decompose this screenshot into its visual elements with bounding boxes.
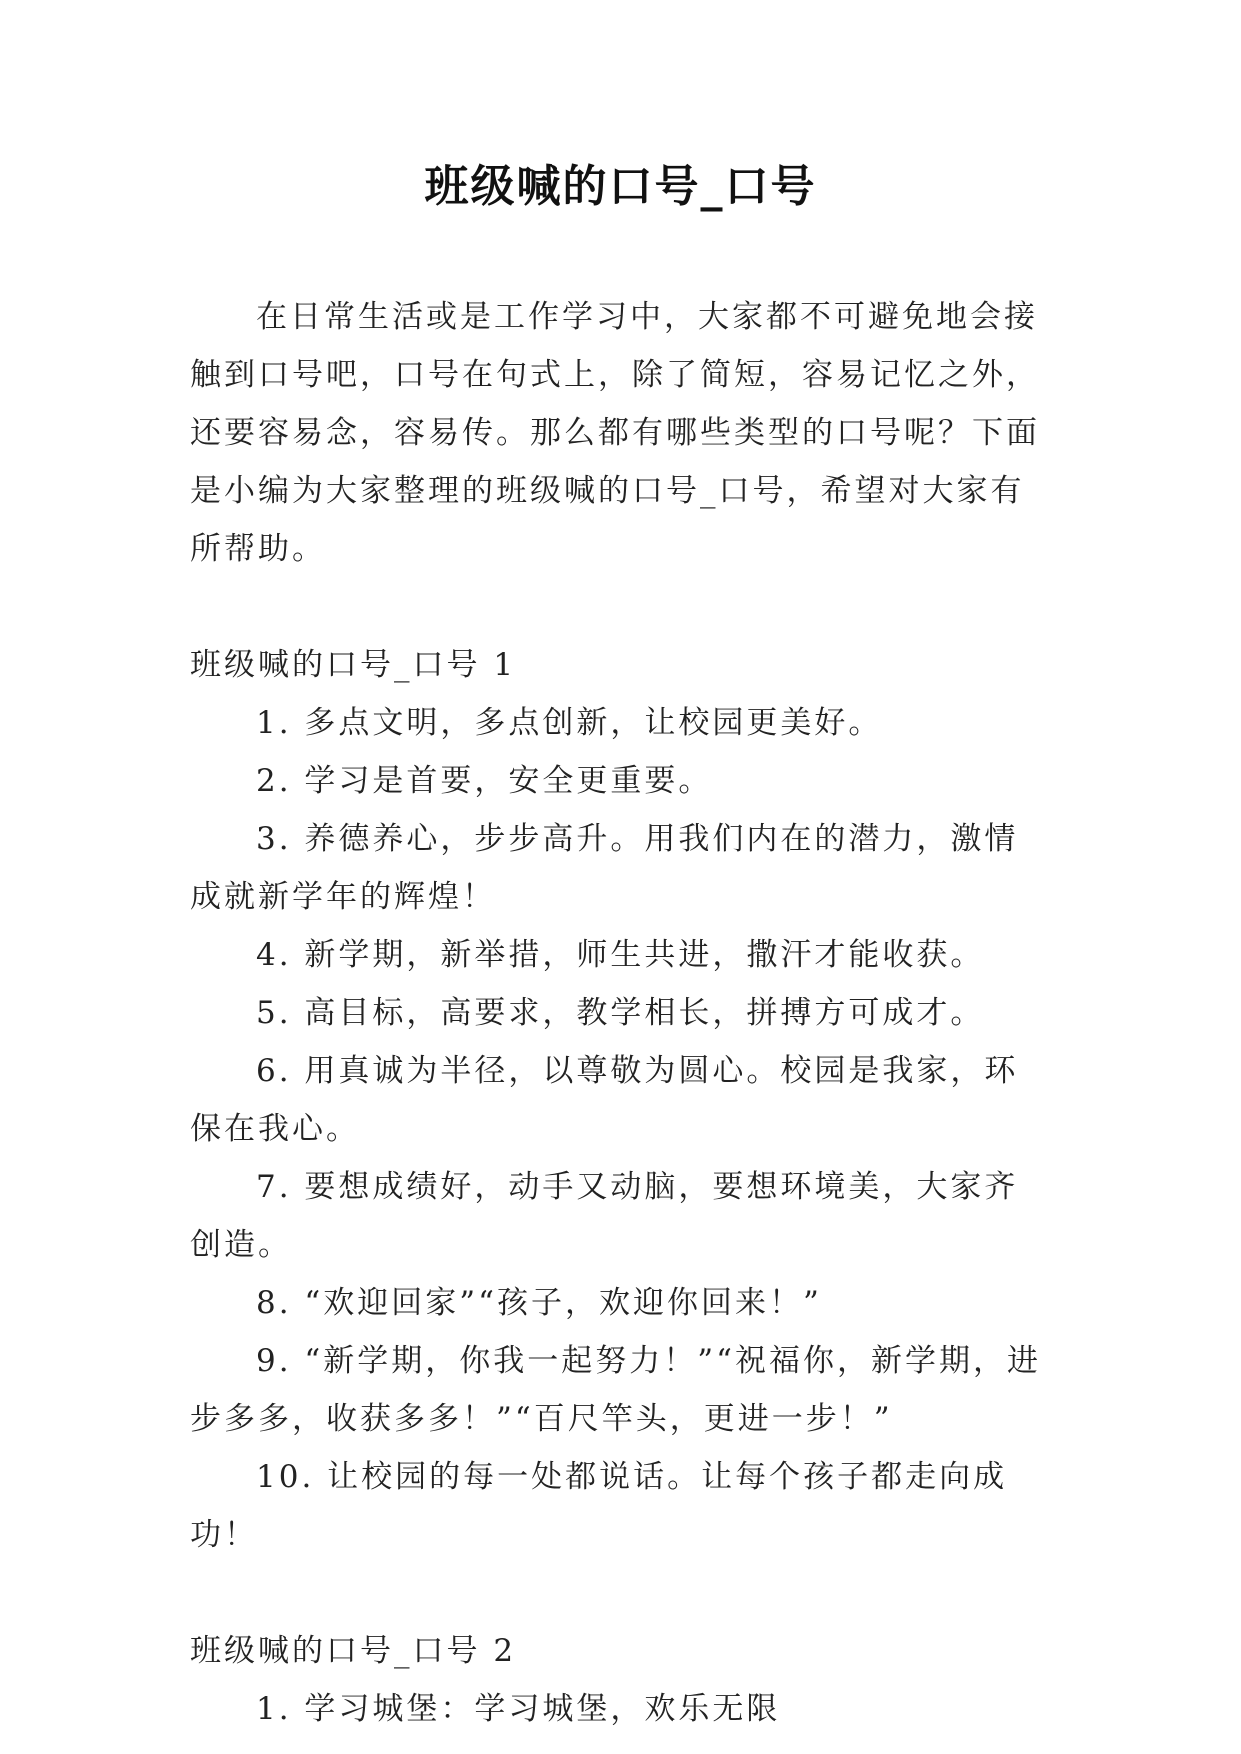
list-item: 1. 多点文明，多点创新，让校园更美好。: [256, 705, 883, 741]
document-title: 班级喊的口号_口号: [424, 161, 817, 212]
intro-paragraph: 在日常生活或是工作学习中，大家都不可避免地会接触到口号吧，口号在句式上，除了简短，容易记忆之外，还要容易念，容易传。那么都有哪些类型的口号呢？下面是小编为大家整理的班级喊的口号_口号，希望对大家有所帮助。: [190, 299, 1040, 567]
list-item: 9. “新学期，你我一起努力！”“祝福你，新学期，进步多多，收获多多！”“百尺竿头，更进一步！”: [190, 1343, 1041, 1437]
section-heading: 班级喊的口号_口号 2: [190, 1633, 517, 1669]
list-item: 5. 高目标，高要求，教学相长，拼搏方可成才。: [256, 995, 985, 1031]
list-item: 10. 让校园的每一处都说话。让每个孩子都走向成功！: [190, 1459, 1008, 1553]
document-body: [190, 288, 1052, 1738]
list-item: 1. 学习城堡：学习城堡，欢乐无限: [256, 1691, 781, 1727]
section-heading: 班级喊的口号_口号 1: [190, 647, 517, 683]
list-item: 2. 学习是首要，安全更重要。: [256, 763, 713, 799]
list-item: 3. 养德养心，步步高升。用我们内在的潜力，激情成就新学年的辉煌！: [190, 821, 1019, 915]
list-item: 4. 新学期，新举措，师生共进，撒汗才能收获。: [256, 937, 985, 973]
list-item: 8. “欢迎回家”“孩子，欢迎你回来！”: [256, 1285, 822, 1321]
list-item: 6. 用真诚为半径，以尊敬为圆心。校园是我家，环保在我心。: [190, 1053, 1019, 1147]
list-item: 7. 要想成绩好，动手又动脑，要想环境美，大家齐创造。: [190, 1169, 1019, 1263]
